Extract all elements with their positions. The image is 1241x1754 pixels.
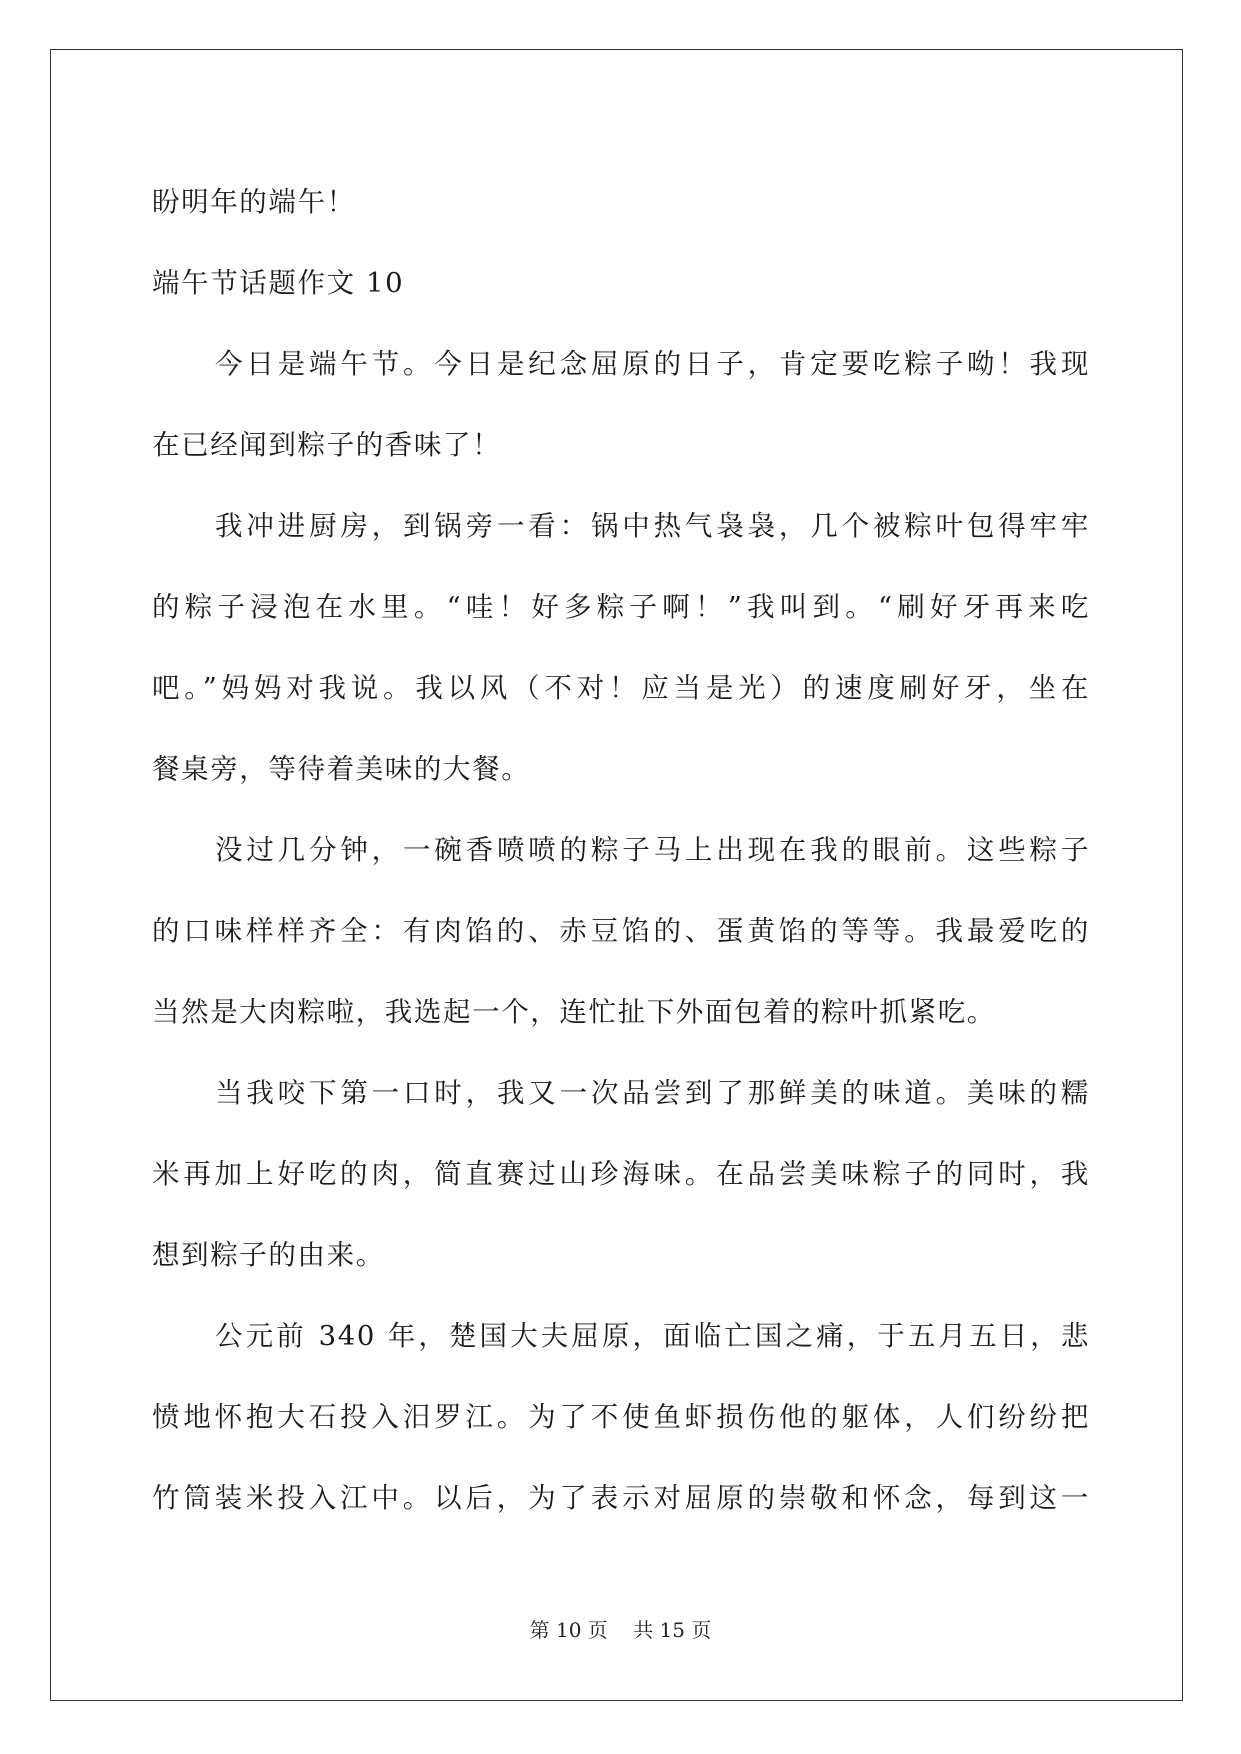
page-number-footer: 第 10 页 共 15 页 [529, 1618, 712, 1642]
paragraph-2-line-3: 吧。”妈妈对我说。我以风（不对！应当是光）的速度刷好牙，坐在 [152, 672, 1090, 704]
document-body [152, 162, 1090, 1539]
paragraph-4-line-1: 当我咬下第一口时，我又一次品尝到了那鲜美的味道。美味的糯 [215, 1077, 1090, 1109]
paragraph-5-line-1: 公元前 340 年，楚国大夫屈原，面临亡国之痛，于五月五日，悲 [215, 1320, 1090, 1352]
paragraph-3-line-2: 的口味样样齐全：有肉馅的、赤豆馅的、蛋黄馅的等等。我最爱吃的 [152, 915, 1090, 947]
paragraph-4-line-3: 想到粽子的由来。 [152, 1239, 385, 1271]
paragraph-3-line-1: 没过几分钟，一碗香喷喷的粽子马上出现在我的眼前。这些粽子 [215, 834, 1090, 866]
paragraph-1-line-2: 在已经闻到粽子的香味了！ [152, 429, 502, 461]
paragraph-2-line-4: 餐桌旁，等待着美味的大餐。 [152, 753, 531, 785]
paragraph-2-line-2: 的粽子浸泡在水里。“哇！好多粽子啊！”我叫到。“刷好牙再来吃 [152, 591, 1090, 623]
paragraph-5-line-2: 愤地怀抱大石投入汨罗江。为了不使鱼虾损伤他的躯体，人们纷纷把 [152, 1401, 1090, 1433]
essay-title: 端午节话题作文 10 [152, 267, 405, 299]
paragraph-2-line-1: 我冲进厨房，到锅旁一看：锅中热气袅袅，几个被粽叶包得牢牢 [215, 510, 1090, 542]
paragraph-3-line-3: 当然是大肉粽啦，我选起一个，连忙扯下外面包着的粽叶抓紧吃。 [152, 996, 996, 1028]
paragraph-4-line-2: 米再加上好吃的肉，简直赛过山珍海味。在品尝美味粽子的同时，我 [152, 1158, 1090, 1190]
paragraph-1-line-1: 今日是端午节。今日是纪念屈原的日子，肯定要吃粽子呦！我现 [215, 348, 1090, 380]
paragraph-5-line-3: 竹筒装米投入江中。以后，为了表示对屈原的崇敬和怀念，每到这一 [152, 1482, 1090, 1514]
closing-line: 盼明年的端午！ [152, 186, 356, 218]
